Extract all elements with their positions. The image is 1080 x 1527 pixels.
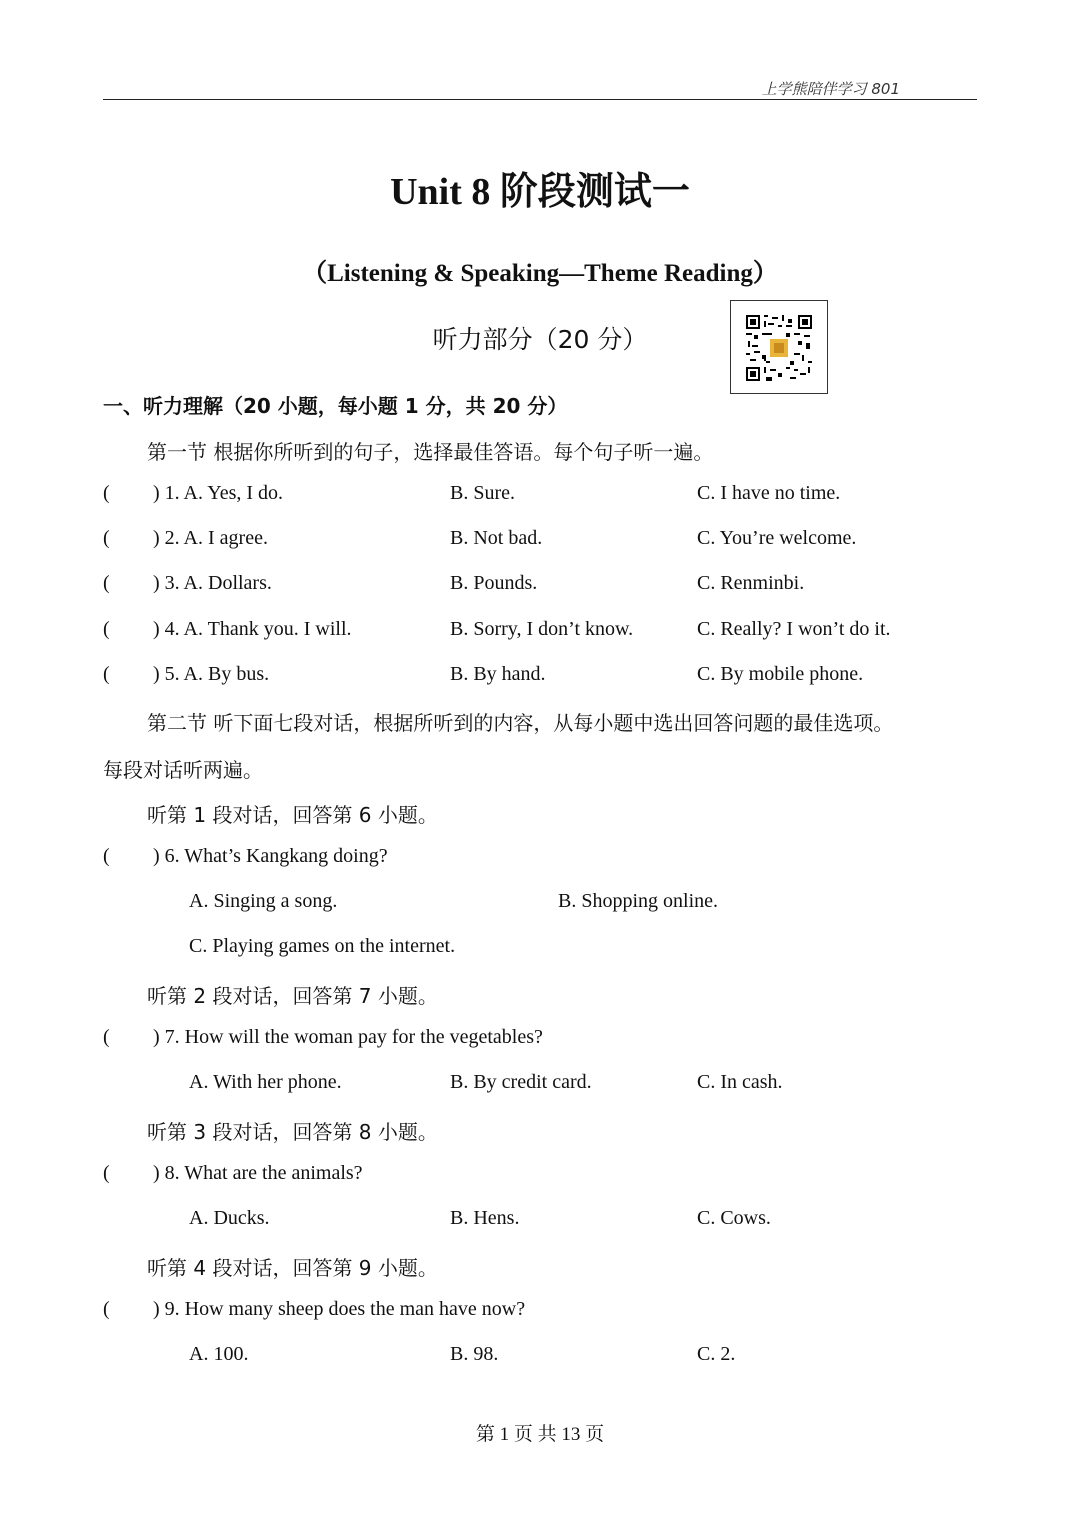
answer-blank[interactable]: ( <box>103 572 110 594</box>
option-b: B. 98. <box>450 1343 499 1365</box>
answer-blank[interactable]: ( <box>103 618 110 640</box>
option-c: C. In cash. <box>697 1071 783 1093</box>
answer-blank[interactable]: ( <box>103 1026 110 1048</box>
option-a: A. Singing a song. <box>189 890 338 912</box>
option-c: C. You’re welcome. <box>697 527 857 549</box>
question-row <box>103 1026 983 1056</box>
question-row <box>103 1298 983 1328</box>
option-b: B. Hens. <box>450 1207 520 1229</box>
question-row <box>103 845 983 875</box>
option-c: C. Really? I won’t do it. <box>697 618 891 640</box>
question-row <box>103 572 983 602</box>
question-text: ) 2. A. I agree. <box>153 527 268 549</box>
option-b: B. By credit card. <box>450 1071 592 1093</box>
option-b: B. Shopping online. <box>558 890 719 912</box>
question-row <box>103 1162 983 1192</box>
page-number: 第 1 页 共 13 页 <box>475 1424 605 1445</box>
option-c: C. I have no time. <box>697 482 841 504</box>
answer-blank[interactable]: ( <box>103 1162 110 1184</box>
qr-code-graphic <box>746 315 812 381</box>
dialogue-intro: 听第 4 段对话，回答第 9 小题。 <box>147 1256 438 1280</box>
page-subtitle: （Listening & Speaking—Theme Reading） <box>302 260 778 287</box>
option-a: A. Ducks. <box>189 1207 270 1229</box>
option-b: B. Sure. <box>450 482 515 504</box>
dialogue-intro: 听第 1 段对话，回答第 6 小题。 <box>147 803 438 827</box>
section-heading: 一、听力理解（20 小题，每小题 1 分，共 20 分） <box>103 394 568 418</box>
option-c: C. Playing games on the internet. <box>189 935 456 957</box>
question-row <box>103 618 983 648</box>
option-b: B. Not bad. <box>450 527 543 549</box>
qr-code-icon[interactable] <box>730 300 828 394</box>
option-c: C. Cows. <box>697 1207 771 1229</box>
question-row <box>103 663 983 693</box>
options-row <box>189 1343 979 1373</box>
option-c: C. By mobile phone. <box>697 663 864 685</box>
question-text: ) 4. A. Thank you. I will. <box>153 618 352 640</box>
header-text: 上学熊陪伴学习 801 <box>761 80 900 98</box>
question-text: ) 8. What are the animals? <box>153 1162 363 1184</box>
page-title: Unit 8 阶段测试一 <box>390 171 690 213</box>
answer-blank[interactable]: ( <box>103 663 110 685</box>
answer-blank[interactable]: ( <box>103 527 110 549</box>
question-text: ) 5. A. By bus. <box>153 663 270 685</box>
part2-instruction: 第二节 听下面七段对话，根据所听到的内容，从每小题中选出回答问题的最佳选项。 <box>147 711 894 735</box>
question-text: ) 7. How will the woman pay for the vegetables? <box>153 1026 543 1048</box>
question-text: ) 1. A. Yes, I do. <box>153 482 284 504</box>
option-b: B. Sorry, I don’t know. <box>450 618 634 640</box>
options-row <box>189 1071 979 1101</box>
question-text: ) 6. What’s Kangkang doing? <box>153 845 388 867</box>
dialogue-intro: 听第 3 段对话，回答第 8 小题。 <box>147 1120 438 1144</box>
answer-blank[interactable]: ( <box>103 845 110 867</box>
part1-instruction: 第一节 根据你所听到的句子，选择最佳答语。每个句子听一遍。 <box>147 440 714 464</box>
option-a: A. 100. <box>189 1343 249 1365</box>
question-text: ) 3. A. Dollars. <box>153 572 272 594</box>
header-divider <box>103 99 977 100</box>
dialogue-intro: 听第 2 段对话，回答第 7 小题。 <box>147 984 438 1008</box>
part-heading: 听力部分（20 分） <box>432 325 648 354</box>
question-row <box>103 527 983 557</box>
option-a: A. With her phone. <box>189 1071 342 1093</box>
question-row <box>103 482 983 512</box>
answer-blank[interactable]: ( <box>103 482 110 504</box>
option-c: C. 2. <box>697 1343 736 1365</box>
options-row <box>189 1207 979 1237</box>
answer-blank[interactable]: ( <box>103 1298 110 1320</box>
question-text: ) 9. How many sheep does the man have now? <box>153 1298 526 1320</box>
option-b: B. By hand. <box>450 663 546 685</box>
options-row <box>189 890 979 920</box>
option-b: B. Pounds. <box>450 572 538 594</box>
part2-instruction-cont: 每段对话听两遍。 <box>103 758 263 782</box>
option-c: C. Renminbi. <box>697 572 805 594</box>
options-row <box>189 935 979 965</box>
